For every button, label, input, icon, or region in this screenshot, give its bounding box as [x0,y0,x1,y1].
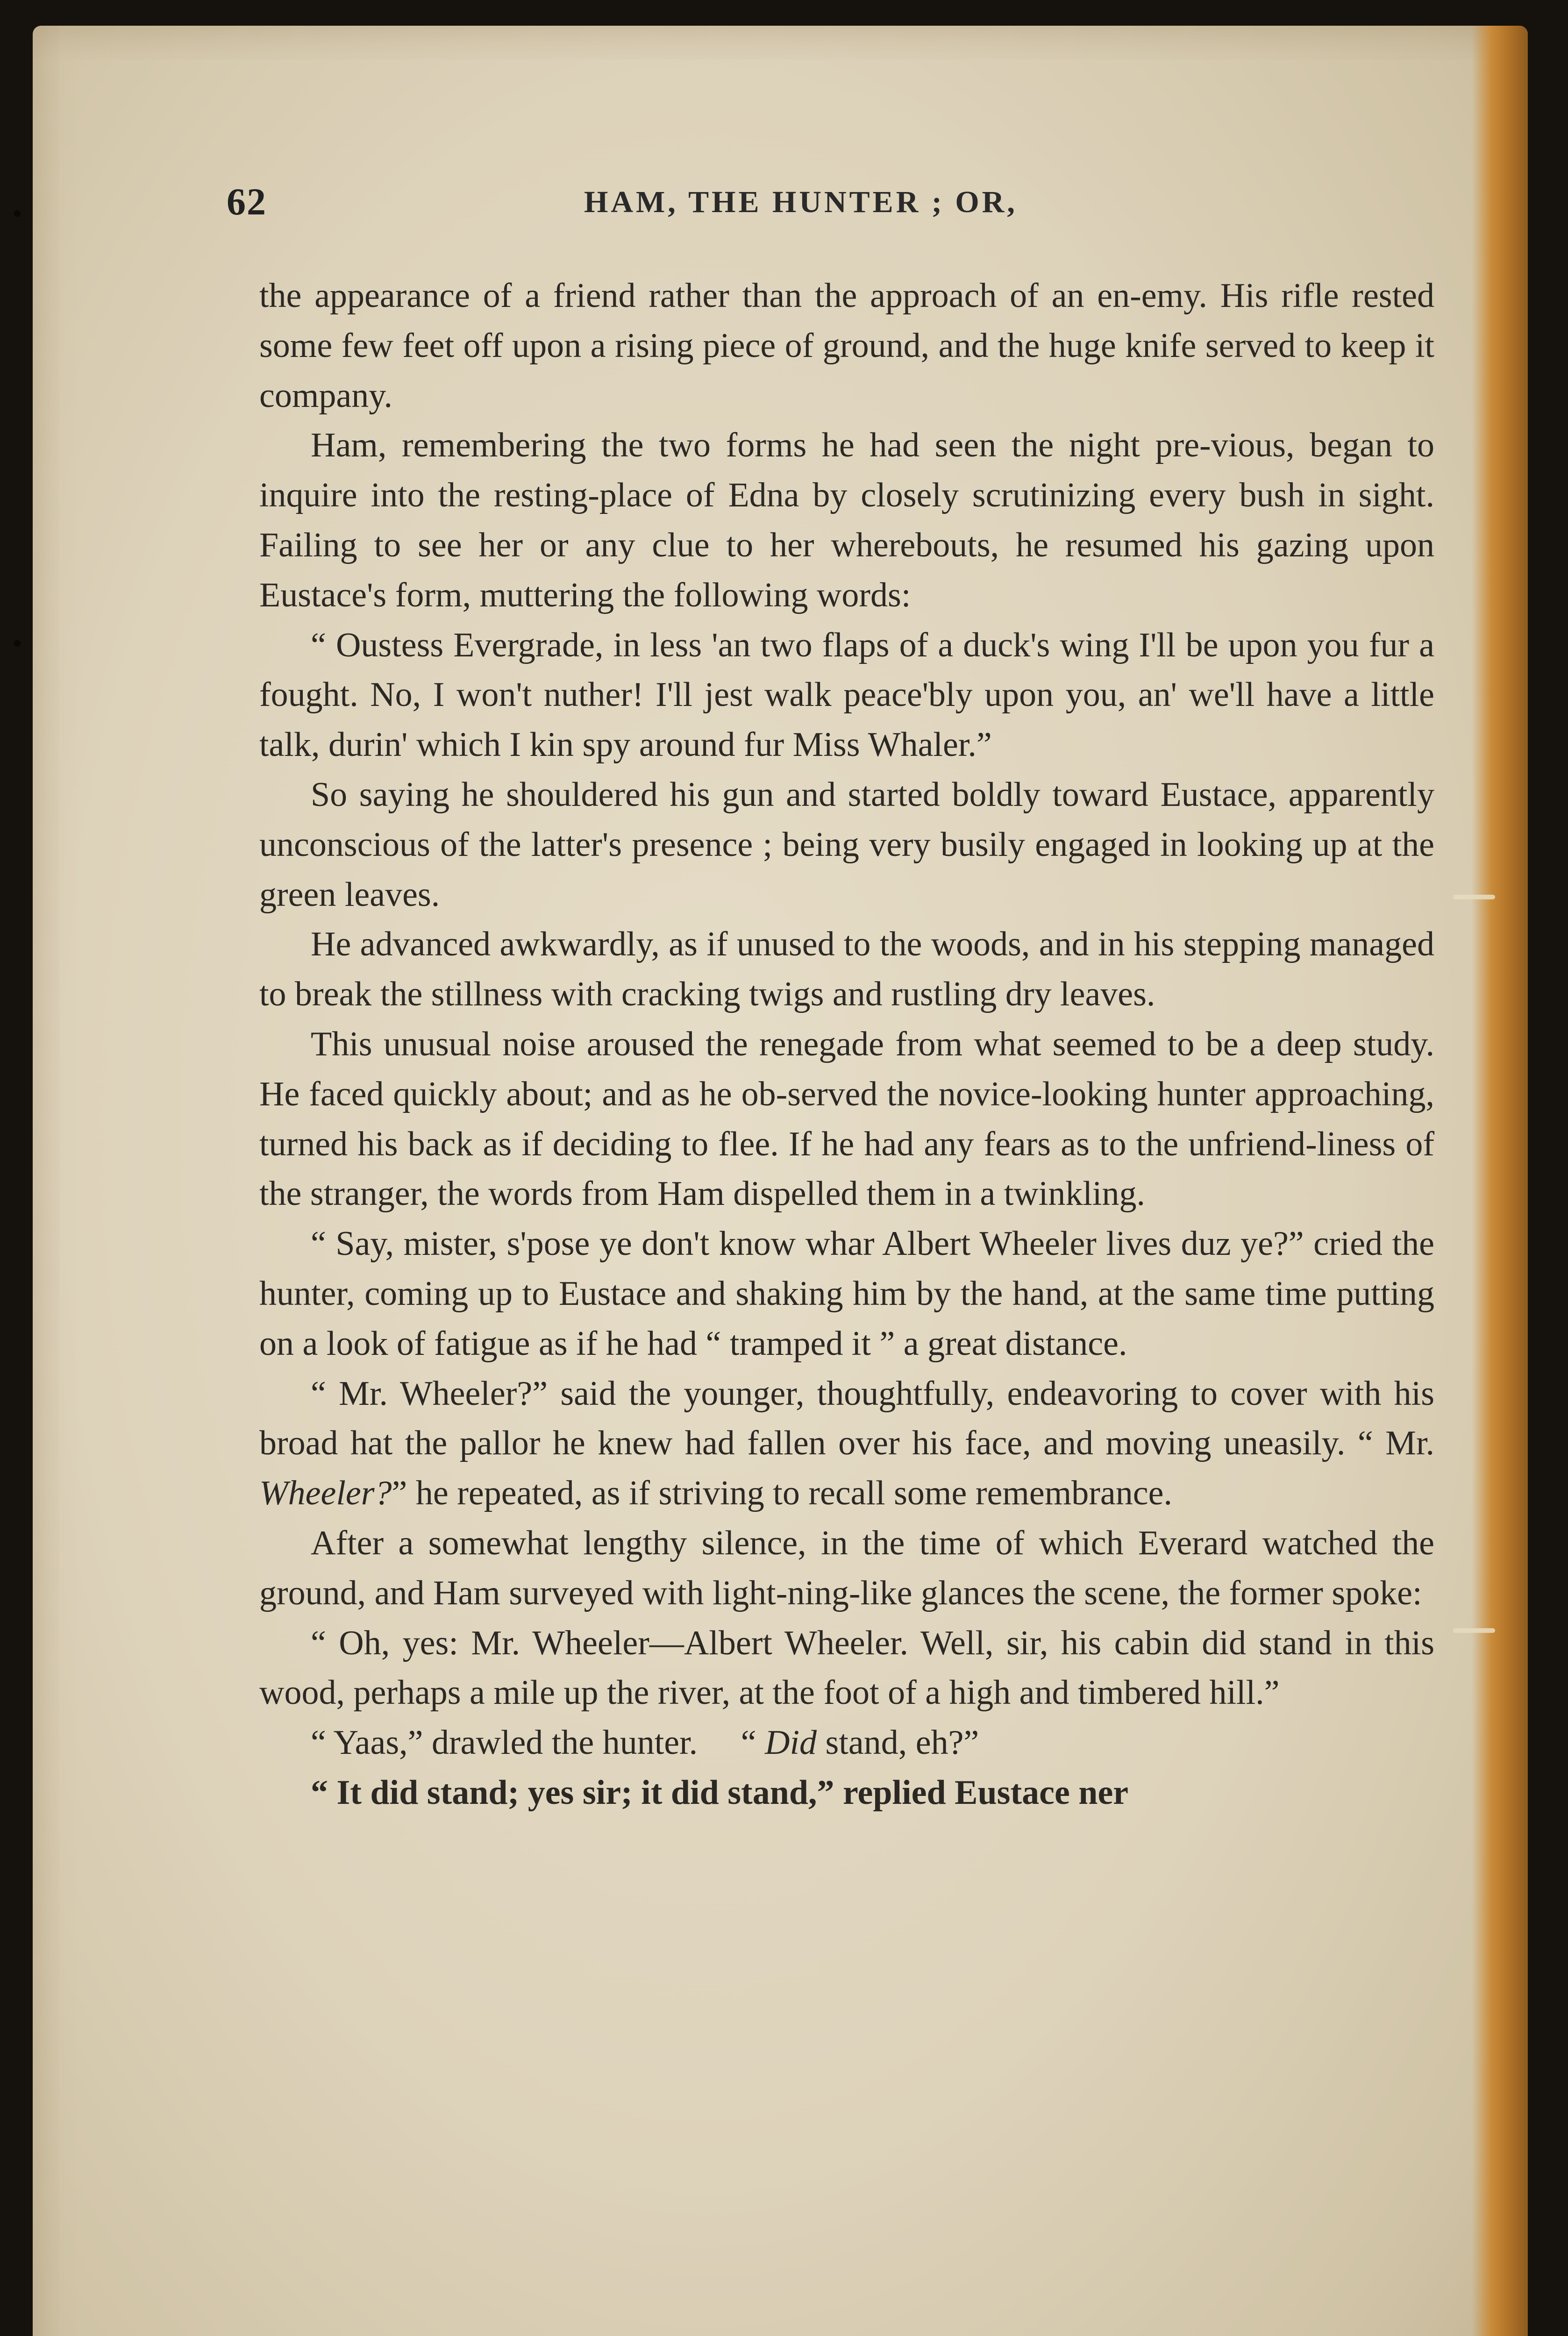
running-head: HAM, THE HUNTER ; OR, [584,185,1018,219]
paragraph-text: “ Yaas,” drawled the hunter. [311,1724,698,1762]
paragraph: He advanced awkwardly, as if unused to the woods, and in his stepping managed to break the stillness with cracking twigs and rustling dry leaves. [259,925,1434,1014]
paragraph: “ Say, mister, s'pose ye don't know whar Albert Wheeler lives duz ye?” cried the hunter, coming up to Eustace and shaking him by the hand, at the same time putting on a look of fatigue as if he had “ tramped it ” a great distance. [259,1225,1434,1363]
quote-fragment: stand, eh?” [817,1724,979,1762]
paragraph: “ It did stand; yes sir; it did stand,” replied Eustace ner [311,1773,1129,1812]
page-number: 62 [227,180,267,223]
paragraph [259,1369,1434,1518]
paragraph-text: “ Mr. Wheeler?” said the younger, thoughtfully, endeavoring to cover with his broad hat the pallor he knew had fallen over his face, and moving uneasily. [259,1374,1434,1463]
paragraph: After a somewhat lengthy silence, in the time of which Everard watched the ground, and Ham surveyed with light-ning-like glances the scene, the former spoke: [259,1524,1434,1612]
paragraph [259,1718,1434,1768]
italic-emphasis: Did [765,1724,817,1762]
paragraph: “ Oustess Evergrade, in less 'an two flaps of a duck's wing I'll be upon you fur a fought. No, I won't nuther! I'll jest walk peace'bly upon you, an' we'll have a little talk, durin' which I kin spy around fur Miss Whaler.” [259,626,1434,764]
quote-fragment: ” he repeated, as if striving to recall some remembrance. [392,1474,1172,1513]
quote-fragment: “ [741,1724,765,1762]
paragraph: This unusual noise aroused the renegade from what seemed to be a deep study. He faced quickly about; and as he ob-served the novice-looking hunter approaching, turned his back as if deciding to flee. If he had any fears as to the unfriend-liness of the stranger, the words from Ham dispelled them in a twinkling. [259,1025,1434,1213]
body-text [259,271,1434,1818]
margin-mark [14,210,21,217]
paragraph: the appearance of a friend rather than the approach of an en-emy. His rifle rested some few feet off upon a rising piece of ground, and the huge knife served to keep it company. [259,277,1434,415]
page-spine-edge [1472,26,1528,2336]
paragraph: Ham, remembering the two forms he had seen the night pre-vious, began to inquire into the resting-place of Edna by closely scrutinizing every bush in sight. Failing to see her or any clue to her wherebouts, he resumed his gazing upon Eustace's form, muttering the following words: [259,426,1434,614]
binding-stitch [1453,895,1495,899]
binding-stitch [1453,1628,1495,1633]
italic-emphasis: Wheeler? [259,1474,392,1513]
paragraph: “ Oh, yes: Mr. Wheeler—Albert Wheeler. Well, sir, his cabin did stand in this wood, perhaps a mile up the river, at the foot of a high and timbered hill.” [259,1624,1434,1712]
quote-fragment: “ Mr. [1357,1424,1435,1463]
paragraph: So saying he shouldered his gun and started boldly toward Eustace, apparently unconscious of the latter's presence ; being very busily engaged in looking up at the green leaves. [259,775,1434,914]
margin-mark [14,640,21,647]
